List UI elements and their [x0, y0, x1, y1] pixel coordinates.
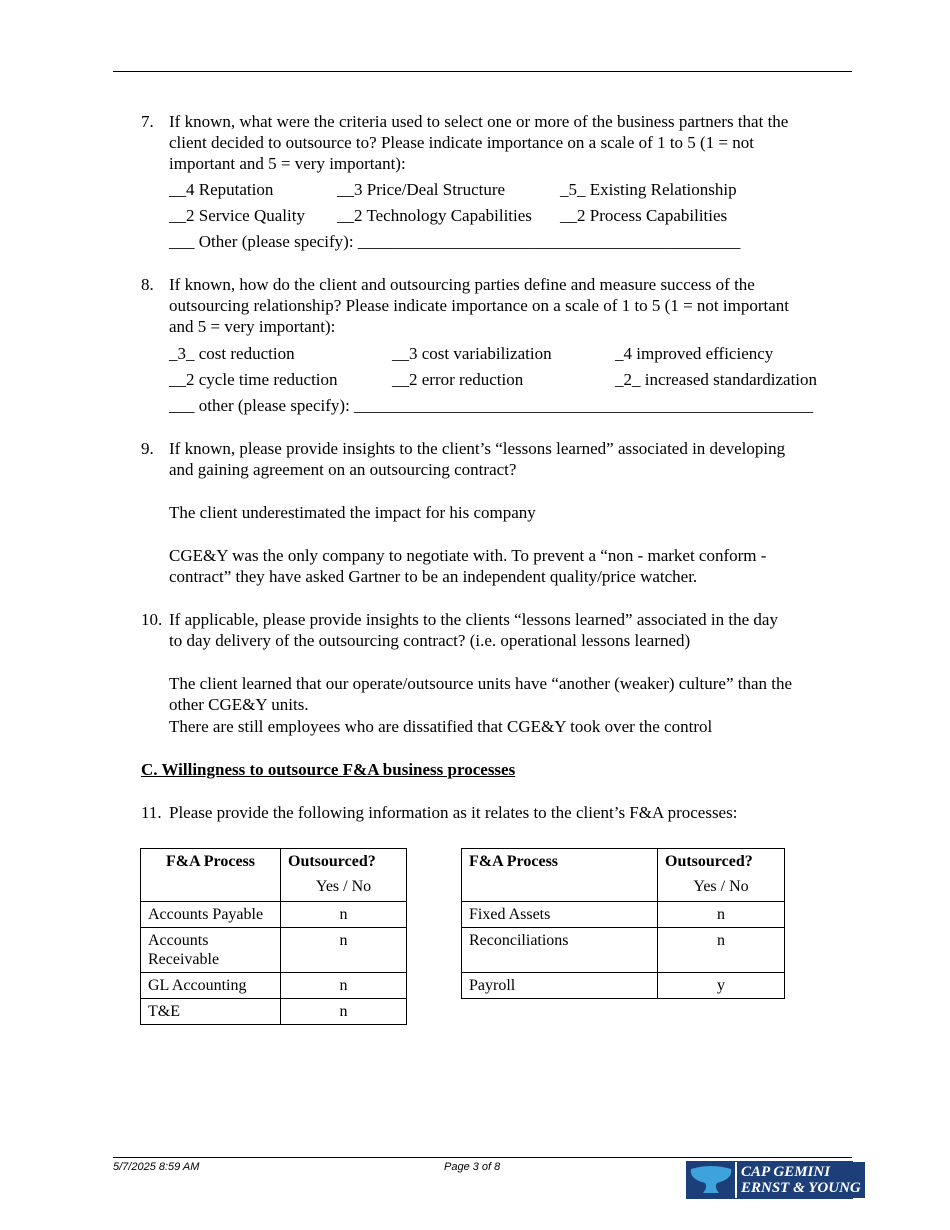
table-cell-value: n [281, 999, 407, 1025]
table-left-header-process: F&A Process [141, 849, 281, 902]
table-cell-process: T&E [141, 999, 281, 1025]
q8-option-cycle-time: __2 cycle time reduction [169, 370, 338, 389]
table-cell-value: n [281, 928, 407, 973]
q7-line2: client decided to outsource to? Please indicate importance on a scale of 1 to 5 (1 = not [169, 133, 755, 152]
q10-line1: If applicable, please provide insights to the clients “lessons learned” associated in the day [169, 610, 778, 629]
table-left-header-outsourced [281, 849, 407, 902]
q11-number: 11. [141, 803, 162, 822]
header-rule [113, 71, 852, 72]
q7-option-process: __2 Process Capabilities [560, 206, 728, 225]
table-cell-process: Accounts Payable [141, 902, 281, 928]
table-cell-process: Reconciliations [462, 928, 658, 973]
table-cell-process [141, 928, 281, 973]
q7-line3: important and 5 = very important): [169, 154, 406, 173]
table-cell-value: n [658, 902, 785, 928]
q8-line2: outsourcing relationship? Please indicate importance on a scale of 1 to 5 (1 = not important [169, 296, 790, 315]
q7-option-technology: __2 Technology Capabilities [337, 206, 532, 225]
table-row [141, 999, 407, 1025]
table-row [462, 973, 785, 999]
q9-answer-2a: CGE&Y was the only company to negotiate with. To prevent a “non - market conform - [169, 546, 767, 565]
footer-rule [113, 1157, 852, 1158]
table-right-header-outsourced-label: Outsourced? [665, 853, 753, 870]
table-row [141, 973, 407, 999]
logo-line-1: CAP GEMINI [741, 1164, 831, 1180]
logo-text [735, 1162, 865, 1198]
q7-option-service: __2 Service Quality [169, 206, 305, 225]
q9-line1: If known, please provide insights to the client’s “lessons learned” associated in developing [169, 439, 786, 458]
q8-line1: If known, how do the client and outsourcing parties define and measure success of the [169, 275, 755, 294]
q11-text: Please provide the following information as it relates to the client’s F&A processes: [169, 803, 738, 822]
table-cell-process: GL Accounting [141, 973, 281, 999]
q9-answer-1: The client underestimated the impact for his company [169, 503, 536, 522]
fa-table-right [461, 848, 785, 999]
q10-answer-2: There are still employees who are dissatified that CGE&Y took over the control [169, 717, 713, 736]
q10-line2: to day delivery of the outsourcing contract? (i.e. operational lessons learned) [169, 631, 691, 650]
table-row [141, 902, 407, 928]
table-cell-value: n [281, 902, 407, 928]
table-row [462, 902, 785, 928]
table-cell-value: n [281, 973, 407, 999]
company-logo [686, 1161, 861, 1199]
q9-number: 9. [141, 439, 154, 458]
table-row [141, 928, 407, 973]
q8-option-cost-reduction: _3_ cost reduction [169, 344, 295, 363]
footer-date: 5/7/2025 8:59 AM [113, 1161, 200, 1173]
q8-option-cost-variabilization: __3 cost variabilization [392, 344, 552, 363]
q9-line2: and gaining agreement on an outsourcing contract? [169, 460, 517, 479]
section-c-heading: C. Willingness to outsource F&A business processes [141, 760, 516, 779]
table-right-header-yesno: Yes / No [693, 878, 749, 895]
table-cell-value: y [658, 973, 785, 999]
q10-number: 10. [141, 610, 163, 629]
q7-option-reputation: __4 Reputation [169, 180, 274, 199]
table-row [462, 928, 785, 973]
table-cell-process: Fixed Assets [462, 902, 658, 928]
table-cell-process: Payroll [462, 973, 658, 999]
table-cell-process-text: Accounts Receivable [148, 932, 220, 968]
table-left-header-yesno: Yes / No [315, 878, 372, 895]
table-left-header-outsourced-label: Outsourced? [288, 853, 376, 870]
q8-option-error-reduction: __2 error reduction [392, 370, 524, 389]
fa-table-left [140, 848, 407, 1025]
q7-other: ___ Other (please specify): _____________________________________________ [169, 232, 741, 251]
q7-option-price: __3 Price/Deal Structure [337, 180, 506, 199]
q10-answer-1a: The client learned that our operate/outsource units have “another (weaker) culture” than the [169, 674, 793, 693]
q7-line1: If known, what were the criteria used to select one or more of the business partners that the [169, 112, 789, 131]
table-right-header-process: F&A Process [462, 849, 658, 902]
q7-option-relationship: _5_ Existing Relationship [560, 180, 737, 199]
q8-other: ___ other (please specify): ______________________________________________________ [169, 396, 814, 415]
logo-line-2: ERNST & YOUNG [741, 1180, 861, 1196]
table-right-header-outsourced [658, 849, 785, 902]
q8-line3: and 5 = very important): [169, 317, 336, 336]
q8-option-efficiency: _4 improved efficiency [615, 344, 774, 363]
q8-number: 8. [141, 275, 154, 294]
footer-page-number: Page 3 of 8 [444, 1161, 501, 1173]
q7-number: 7. [141, 112, 154, 131]
spade-icon [687, 1162, 735, 1198]
q9-answer-2b: contract” they have asked Gartner to be an independent quality/price watcher. [169, 567, 698, 586]
q10-answer-1b: other CGE&Y units. [169, 695, 309, 714]
table-cell-value: n [658, 928, 785, 973]
q8-option-standardization: _2_ increased standardization [615, 370, 818, 389]
